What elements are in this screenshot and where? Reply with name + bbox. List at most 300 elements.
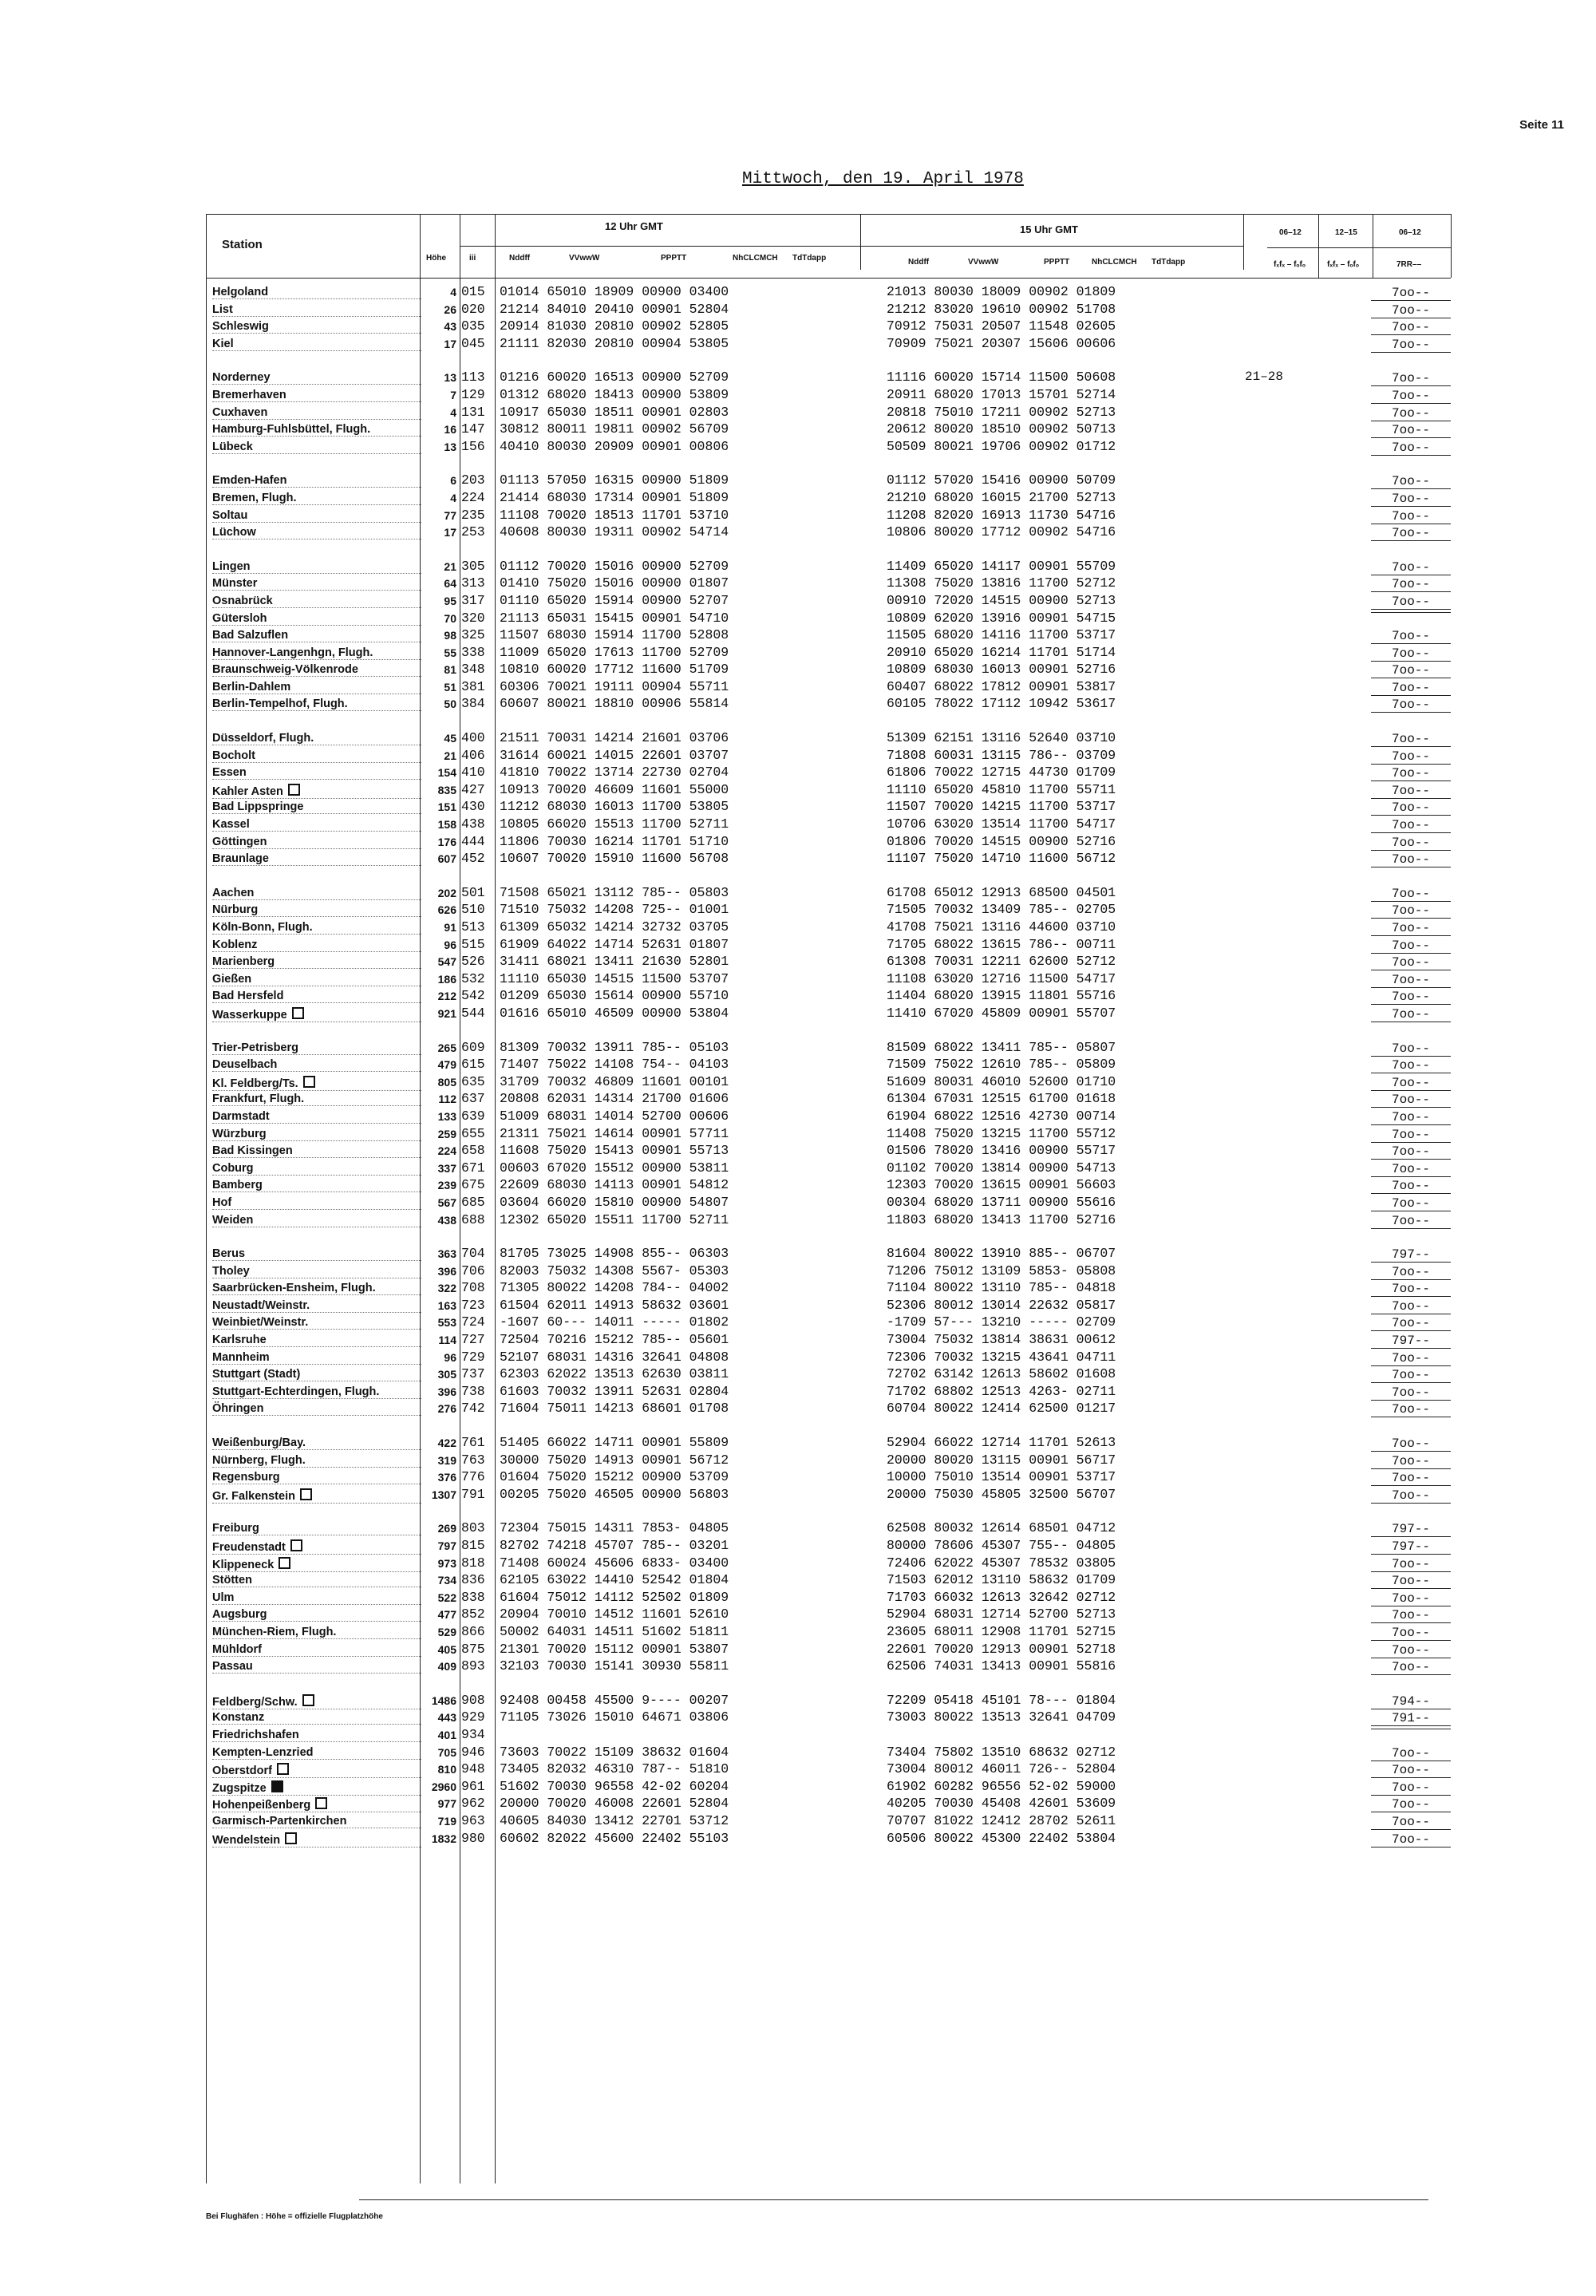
- table-row: [206, 661, 1455, 678]
- obs-15-utc: 71702 68802 12513 4263- 02711: [887, 1383, 1116, 1399]
- obs-12-utc: 71604 75011 14213 68601 01708: [500, 1401, 729, 1417]
- page-number: Seite 11: [1519, 118, 1564, 132]
- station-hoehe: 396: [437, 1385, 456, 1398]
- table-row: [206, 610, 1455, 627]
- station-hoehe: 276: [437, 1402, 456, 1416]
- station-hoehe: 626: [437, 903, 456, 917]
- table-row: [206, 1400, 1455, 1417]
- rr-group: 7oo--: [1371, 852, 1451, 867]
- station-name-text: Hohenpeißenberg: [212, 1799, 311, 1812]
- station-hoehe: 921: [437, 1006, 456, 1020]
- obs-12-utc: 22609 68030 14113 00901 54812: [500, 1177, 729, 1193]
- station-name-text: Wasserkuppe: [212, 1008, 287, 1022]
- station-hoehe: 96: [444, 938, 456, 951]
- station-name: [212, 1815, 421, 1828]
- station-iii: 948: [461, 1761, 485, 1777]
- table-row: [206, 1279, 1455, 1297]
- sub15-header-2: VVwwW: [968, 258, 999, 267]
- station-hoehe: 438: [437, 1213, 456, 1227]
- station-name-text: Lingen: [212, 559, 251, 573]
- station-iii: 708: [461, 1280, 485, 1296]
- station-name: [212, 836, 421, 849]
- station-hoehe: 21: [444, 559, 456, 573]
- station-iii: 020: [461, 301, 485, 317]
- sub12-header-3: PPPTT: [661, 254, 687, 263]
- obs-12-utc: 01113 57050 16315 00900 51809: [500, 472, 729, 488]
- table-row: [206, 987, 1455, 1005]
- obs-12-utc: 32103 70030 15141 30930 55811: [500, 1658, 729, 1674]
- station-name-text: Trier-Petrisberg: [212, 1041, 298, 1054]
- sub-b-header: fₓfₓ – fₒfₒ: [1327, 260, 1359, 269]
- table-row: [206, 936, 1455, 954]
- rr-group: 7oo--: [1371, 1282, 1451, 1297]
- iii-header: iii: [469, 254, 476, 263]
- station-hoehe: 17: [444, 337, 456, 350]
- obs-15-utc: 01102 70020 13814 00900 54713: [887, 1160, 1116, 1176]
- obs-12-utc: 61604 75012 14112 52502 01809: [500, 1589, 729, 1605]
- station-iii: 671: [461, 1160, 485, 1176]
- rr-group: 7oo--: [1371, 303, 1451, 318]
- station-name-text: Garmisch-Partenkirchen: [212, 1814, 347, 1828]
- obs-12-utc: 52107 68031 14316 32641 04808: [500, 1349, 729, 1365]
- obs-15-utc: 71505 70032 13409 785-- 02705: [887, 902, 1116, 918]
- rr-group: [1371, 612, 1451, 613]
- obs-15-utc: 72209 05418 45101 78--- 01804: [887, 1692, 1116, 1708]
- obs-12-utc: 40410 80030 20909 00901 00806: [500, 438, 729, 454]
- obs-12-utc: 81309 70032 13911 785-- 05103: [500, 1039, 729, 1055]
- station-iii: 444: [461, 833, 485, 849]
- station-name: [212, 612, 421, 626]
- obs-12-utc: 62105 63022 14410 52542 01804: [500, 1572, 729, 1588]
- obs-12-utc: 01410 75020 15016 00900 01807: [500, 575, 729, 591]
- obs-12-utc: 51009 68031 14014 52700 00606: [500, 1108, 729, 1124]
- station-name-text: Weinbiet/Weinstr.: [212, 1316, 309, 1330]
- station-iii: 452: [461, 851, 485, 867]
- station-hoehe: 797: [437, 1539, 456, 1552]
- obs-12-utc: 21414 68030 17314 00901 51809: [500, 489, 729, 505]
- station-name: [212, 903, 421, 917]
- station-name-text: Darmstadt: [212, 1109, 270, 1123]
- station-name: [212, 526, 421, 539]
- station-name-text: Schleswig: [212, 320, 269, 334]
- obs-15-utc: 41708 75021 13116 44600 03710: [887, 919, 1116, 935]
- table-row: [206, 1778, 1455, 1796]
- obs-12-utc: 11212 68030 16013 11700 53805: [500, 799, 729, 815]
- sub12-header-5: TdTdapp: [792, 254, 827, 263]
- group-gap: [206, 1503, 1455, 1519]
- station-name-text: Regensburg: [212, 1471, 280, 1484]
- station-name: [212, 973, 421, 986]
- station-iii: 501: [461, 884, 485, 900]
- obs-15-utc: 11107 75020 14710 11600 56712: [887, 851, 1116, 867]
- station-hoehe: 6: [450, 474, 456, 488]
- station-hoehe: 305: [437, 1368, 456, 1381]
- rr-group: 7oo--: [1371, 1299, 1451, 1314]
- station-hoehe: 239: [437, 1179, 456, 1192]
- rr-group: 7oo--: [1371, 1128, 1451, 1143]
- obs-15-utc: 01806 70020 14515 00900 52716: [887, 833, 1116, 849]
- station-name: [212, 1729, 421, 1742]
- table-row: [206, 369, 1455, 386]
- obs-15-utc: 62508 80032 12614 68501 04712: [887, 1520, 1116, 1536]
- station-hoehe: 98: [444, 629, 456, 642]
- rr-group: 7oo--: [1371, 1110, 1451, 1125]
- station-name: [212, 1539, 421, 1555]
- group-gap: [206, 1847, 1455, 1863]
- obs-12-utc: 21214 84010 20410 00901 52804: [500, 301, 729, 317]
- table-row: [206, 1297, 1455, 1314]
- station-name: [212, 1368, 421, 1381]
- obs-12-utc: 10810 60020 17712 11600 51709: [500, 662, 729, 678]
- header-divider: [1267, 247, 1451, 248]
- obs-15-utc: 11110 65020 45810 11700 55711: [887, 781, 1116, 797]
- obs-15-utc: 21013 80030 18009 00902 01809: [887, 284, 1116, 299]
- station-name: [212, 1797, 421, 1812]
- station-name: [212, 441, 421, 454]
- footnote: Bei Flughäfen : Höhe = offizielle Flugplatzhöhe: [206, 2212, 383, 2221]
- station-hoehe: 522: [437, 1591, 456, 1604]
- station-name-text: Neustadt/Weinstr.: [212, 1298, 310, 1312]
- station-name: [212, 1128, 421, 1141]
- obs-15-utc: 11507 70020 14215 11700 53717: [887, 799, 1116, 815]
- open-square-icon: [315, 1797, 327, 1809]
- station-name: [212, 1522, 421, 1535]
- table-row: [206, 1641, 1455, 1658]
- rr-group: 7oo--: [1371, 1144, 1451, 1160]
- rr-group: 7oo--: [1371, 423, 1451, 438]
- table-row: [206, 1519, 1455, 1537]
- station-name-text: Deuselbach: [212, 1058, 278, 1072]
- station-name: [212, 939, 421, 952]
- station-hoehe: 477: [437, 1608, 456, 1622]
- sub15-header-1: Nddff: [908, 258, 930, 267]
- obs-15-utc: 51609 80031 46010 52600 01710: [887, 1073, 1116, 1089]
- obs-12-utc: 62303 62022 13513 62630 03811: [500, 1366, 729, 1382]
- rr-group: 7oo--: [1371, 955, 1451, 970]
- station-iii: 203: [461, 472, 485, 488]
- rr-group: 797--: [1371, 1522, 1451, 1537]
- station-iii: 035: [461, 318, 485, 334]
- obs-15-utc: 73004 75032 13814 38631 00612: [887, 1332, 1116, 1348]
- obs-12-utc: 51405 66022 14711 00901 55809: [500, 1435, 729, 1451]
- station-name-text: Aachen: [212, 886, 255, 899]
- station-iii: 147: [461, 421, 485, 437]
- obs-12-utc: 61909 64022 14714 52631 01807: [500, 936, 729, 952]
- station-name-text: Feldberg/Schw.: [212, 1695, 298, 1709]
- station-iii: 609: [461, 1039, 485, 1055]
- table-row: [206, 1761, 1455, 1778]
- obs-12-utc: 21301 70020 15112 00901 53807: [500, 1641, 729, 1657]
- table-row: [206, 953, 1455, 970]
- table-border-top: [206, 214, 1451, 215]
- obs-12-utc: 01616 65010 46509 00900 53804: [500, 1005, 729, 1021]
- obs-12-utc: 21111 82030 20810 00904 53805: [500, 335, 729, 351]
- obs-15-utc: 81604 80022 13910 885-- 06707: [887, 1246, 1116, 1262]
- rr-group: 7oo--: [1371, 1076, 1451, 1091]
- table-row: [206, 335, 1455, 353]
- station-iii: 658: [461, 1143, 485, 1159]
- station-name-text: Weiden: [212, 1213, 254, 1227]
- rr-group: 7oo--: [1371, 1041, 1451, 1057]
- station-name: [212, 303, 421, 317]
- station-hoehe: 422: [437, 1436, 456, 1450]
- obs-12-utc: 20808 62031 14314 21700 01606: [500, 1091, 729, 1107]
- station-name: [212, 818, 421, 832]
- station-name-text: Nürnberg, Flugh.: [212, 1453, 306, 1467]
- station-hoehe: 96: [444, 1350, 456, 1364]
- obs-12-utc: 41810 70022 13714 22730 02704: [500, 765, 729, 780]
- table-row: [206, 1039, 1455, 1057]
- range-06-12-header: 06–12: [1279, 228, 1302, 237]
- obs-12-utc: 31709 70032 46809 11601 00101: [500, 1073, 729, 1089]
- station-hoehe: 269: [437, 1522, 456, 1535]
- obs-12-utc: 21113 65031 15415 00901 54710: [500, 610, 729, 626]
- obs-15-utc: 10809 68030 16013 00901 52716: [887, 662, 1116, 678]
- station-name-text: Osnabrück: [212, 594, 273, 607]
- rr-group: 7oo--: [1371, 338, 1451, 353]
- rr-group: 7oo--: [1371, 389, 1451, 404]
- table-border-right: [1451, 214, 1452, 278]
- station-name-text: Karlsruhe: [212, 1334, 267, 1347]
- obs-15-utc: 20910 65020 16214 11701 51714: [887, 644, 1116, 660]
- station-name: [212, 509, 421, 523]
- obs-15-utc: 71808 60031 13115 786-- 03709: [887, 747, 1116, 763]
- station-name: [212, 1608, 421, 1622]
- group-gap: [206, 867, 1455, 884]
- rr-group: 7oo--: [1371, 1351, 1451, 1366]
- obs-12-utc: 72504 70216 15212 785-- 05601: [500, 1332, 729, 1348]
- obs-15-utc: 11308 75020 13816 11700 52712: [887, 575, 1116, 591]
- obs-15-utc: 70909 75021 20307 15606 00606: [887, 335, 1116, 351]
- obs-12-utc: 92408 00458 45500 9---- 00207: [500, 1692, 729, 1708]
- station-iii: 791: [461, 1486, 485, 1502]
- rr-group: 7oo--: [1371, 1643, 1451, 1658]
- rr-group: 7oo--: [1371, 887, 1451, 902]
- rr-group: 7oo--: [1371, 1557, 1451, 1572]
- rr-group: 7oo--: [1371, 1162, 1451, 1177]
- rr-group: 7oo--: [1371, 1436, 1451, 1452]
- station-name-text: Würzburg: [212, 1127, 267, 1140]
- obs-12-utc: 11507 68030 15914 11700 52808: [500, 627, 729, 643]
- station-hoehe: 45: [444, 732, 456, 745]
- obs-12-utc: 01110 65020 15914 00900 52707: [500, 592, 729, 608]
- obs-15-utc: 61904 68022 12516 42730 00714: [887, 1108, 1116, 1124]
- station-name-text: Kassel: [212, 818, 250, 832]
- table-row: [206, 489, 1455, 507]
- station-hoehe: 186: [437, 972, 456, 986]
- rr-group: 7oo--: [1371, 406, 1451, 421]
- obs-12-utc: 11108 70020 18513 11701 53710: [500, 507, 729, 523]
- station-hoehe: 158: [437, 818, 456, 832]
- table-row: [206, 729, 1455, 747]
- station-name: [212, 1041, 421, 1055]
- station-iii: 637: [461, 1091, 485, 1107]
- station-hoehe: 55: [444, 646, 456, 659]
- station-name-text: Nürburg: [212, 903, 259, 917]
- obs-12-utc: 00205 75020 46505 00900 56803: [500, 1486, 729, 1502]
- header-bottom-rule: [206, 278, 1451, 279]
- rr-group: 7oo--: [1371, 818, 1451, 833]
- obs-15-utc: 80000 78606 45307 755-- 04805: [887, 1538, 1116, 1553]
- station-iii: 729: [461, 1349, 485, 1365]
- table-row: [206, 592, 1455, 610]
- group-gap: [206, 352, 1455, 369]
- station-iii: 430: [461, 799, 485, 815]
- station-iii: 836: [461, 1572, 485, 1588]
- table-row: [206, 1090, 1455, 1108]
- station-hoehe: 51: [444, 680, 456, 694]
- rr-group: 7oo--: [1371, 629, 1451, 644]
- obs-15-utc: 52306 80012 13014 22632 05817: [887, 1297, 1116, 1313]
- obs-12-utc: 61603 70032 13911 52631 02804: [500, 1383, 729, 1399]
- station-name: [212, 1471, 421, 1484]
- rr-group: 7oo--: [1371, 1454, 1451, 1469]
- obs-12-utc: 21511 70031 14214 21601 03706: [500, 730, 729, 746]
- station-name: [212, 697, 421, 711]
- station-name-text: Stuttgart (Stadt): [212, 1368, 301, 1381]
- station-name-text: Essen: [212, 766, 247, 780]
- rr-group: 7oo--: [1371, 732, 1451, 747]
- rr-group: 7oo--: [1371, 509, 1451, 524]
- obs-12-utc: 50002 64031 14511 51602 51811: [500, 1623, 729, 1639]
- station-hoehe: 7: [450, 388, 456, 401]
- station-name-text: Soltau: [212, 508, 248, 522]
- station-hoehe: 4: [450, 491, 456, 504]
- table-row: [206, 1125, 1455, 1143]
- table-row: [206, 695, 1455, 713]
- station-name: [212, 1780, 421, 1796]
- station-name: [212, 406, 421, 420]
- rr-group: 7oo--: [1371, 371, 1451, 386]
- station-iii: 305: [461, 558, 485, 574]
- obs-12-utc: 01604 75020 15212 00900 53709: [500, 1469, 729, 1485]
- table-row: [206, 1726, 1455, 1744]
- station-hoehe: 553: [437, 1316, 456, 1330]
- station-hoehe: 719: [437, 1814, 456, 1828]
- station-hoehe: 363: [437, 1247, 456, 1261]
- station-name-text: Bad Salzuflen: [212, 629, 289, 642]
- station-iii: 129: [461, 386, 485, 402]
- station-name-text: Hof: [212, 1195, 232, 1209]
- obs-15-utc: 11404 68020 13915 11801 55716: [887, 988, 1116, 1004]
- range-06-12b-header: 06–12: [1399, 228, 1421, 237]
- obs-12-utc: 40608 80030 19311 00902 54714: [500, 524, 729, 540]
- station-iii: 815: [461, 1538, 485, 1553]
- station-hoehe: 224: [437, 1144, 456, 1158]
- rr-group: 7oo--: [1371, 1093, 1451, 1108]
- open-square-icon: [302, 1694, 314, 1706]
- table-row: [206, 919, 1455, 936]
- group-gap: [206, 541, 1455, 558]
- rr-group: 7oo--: [1371, 836, 1451, 851]
- sub12-header-4: NhCLCMCH: [733, 254, 778, 263]
- table-row: [206, 764, 1455, 781]
- station-name: [212, 921, 421, 935]
- station-name: [212, 1334, 421, 1347]
- station-hoehe: 176: [437, 835, 456, 848]
- obs-15-utc: 11108 63020 12716 11500 54717: [887, 970, 1116, 986]
- station-name-text: Göttingen: [212, 835, 267, 848]
- station-hoehe: 409: [437, 1660, 456, 1674]
- table-row: [206, 421, 1455, 438]
- station-name-text: Hannover-Langenhgn, Flugh.: [212, 646, 373, 659]
- open-square-icon: [292, 1007, 304, 1019]
- station-iii: 515: [461, 936, 485, 952]
- rr-group: 7oo--: [1371, 1608, 1451, 1623]
- station-hoehe: 376: [437, 1471, 456, 1484]
- obs-15-utc: 11208 82020 16913 11730 54716: [887, 507, 1116, 523]
- rr-group: 7oo--: [1371, 474, 1451, 489]
- station-name: [212, 389, 421, 402]
- obs-15-utc: 21212 83020 19610 00902 51708: [887, 301, 1116, 317]
- station-name: [212, 1196, 421, 1210]
- rr-group: 7oo--: [1371, 1402, 1451, 1417]
- obs-15-utc: 81509 68022 13411 785-- 05807: [887, 1039, 1116, 1055]
- obs-15-utc: 20000 80020 13115 00901 56717: [887, 1452, 1116, 1468]
- obs-12-utc: 20000 70020 46008 22601 52804: [500, 1796, 729, 1812]
- station-iii: 838: [461, 1589, 485, 1605]
- rr-group: 7oo--: [1371, 697, 1451, 713]
- obs-15-utc: 10000 75010 13514 00901 53717: [887, 1469, 1116, 1485]
- group-gap: [206, 455, 1455, 472]
- station-hoehe: 13: [444, 440, 456, 453]
- station-iii: 761: [461, 1435, 485, 1451]
- station-name: [212, 423, 421, 437]
- table-row: [206, 283, 1455, 301]
- station-name-text: Kahler Asten: [212, 784, 283, 798]
- station-name-text: Gießen: [212, 972, 252, 986]
- table-row: [206, 1005, 1455, 1022]
- station-name-text: Weißenburg/Bay.: [212, 1436, 306, 1450]
- station-name: [212, 1214, 421, 1227]
- station-name-text: Koblenz: [212, 938, 258, 951]
- station-iii: 962: [461, 1796, 485, 1812]
- obs-15-utc: 73003 80022 13513 32641 04709: [887, 1709, 1116, 1725]
- table-row: [206, 626, 1455, 644]
- station-hoehe: 567: [437, 1195, 456, 1209]
- obs-15-utc: 00304 68020 13711 00900 55616: [887, 1194, 1116, 1210]
- station-name-text: Gr. Falkenstein: [212, 1489, 295, 1503]
- table-row: [206, 1658, 1455, 1675]
- table-row: [206, 1830, 1455, 1847]
- station-name: [212, 955, 421, 969]
- station-hoehe: 396: [437, 1264, 456, 1278]
- table-row: [206, 1606, 1455, 1623]
- obs-12-utc: 60602 82022 45600 22402 55103: [500, 1830, 729, 1846]
- station-hoehe: 705: [437, 1745, 456, 1759]
- obs-15-utc: 72306 70032 13215 43641 04711: [887, 1349, 1116, 1365]
- station-name-text: Hamburg-Fuhlsbüttel, Flugh.: [212, 423, 371, 437]
- station-iii: 410: [461, 765, 485, 780]
- rr-group: 7oo--: [1371, 903, 1451, 919]
- table-row: [206, 507, 1455, 524]
- table-row: [206, 558, 1455, 575]
- table-row: [206, 1744, 1455, 1761]
- obs-12-utc: 61309 65032 14214 32732 03705: [500, 919, 729, 935]
- station-name: [212, 371, 421, 385]
- obs-12-utc: 71408 60024 45606 6833- 03400: [500, 1555, 729, 1571]
- rr-group: 7oo--: [1371, 1007, 1451, 1022]
- table-row: [206, 1383, 1455, 1401]
- group-gap: [206, 1228, 1455, 1245]
- station-hoehe: 212: [437, 990, 456, 1003]
- obs-15-utc: 10706 63020 13514 11700 54717: [887, 816, 1116, 832]
- station-iii: 513: [461, 919, 485, 935]
- station-name-text: Norderney: [212, 371, 271, 385]
- station-iii: 655: [461, 1125, 485, 1141]
- obs-15-utc: 71509 75022 12610 785-- 05809: [887, 1057, 1116, 1073]
- station-name-text: Lüchow: [212, 526, 256, 539]
